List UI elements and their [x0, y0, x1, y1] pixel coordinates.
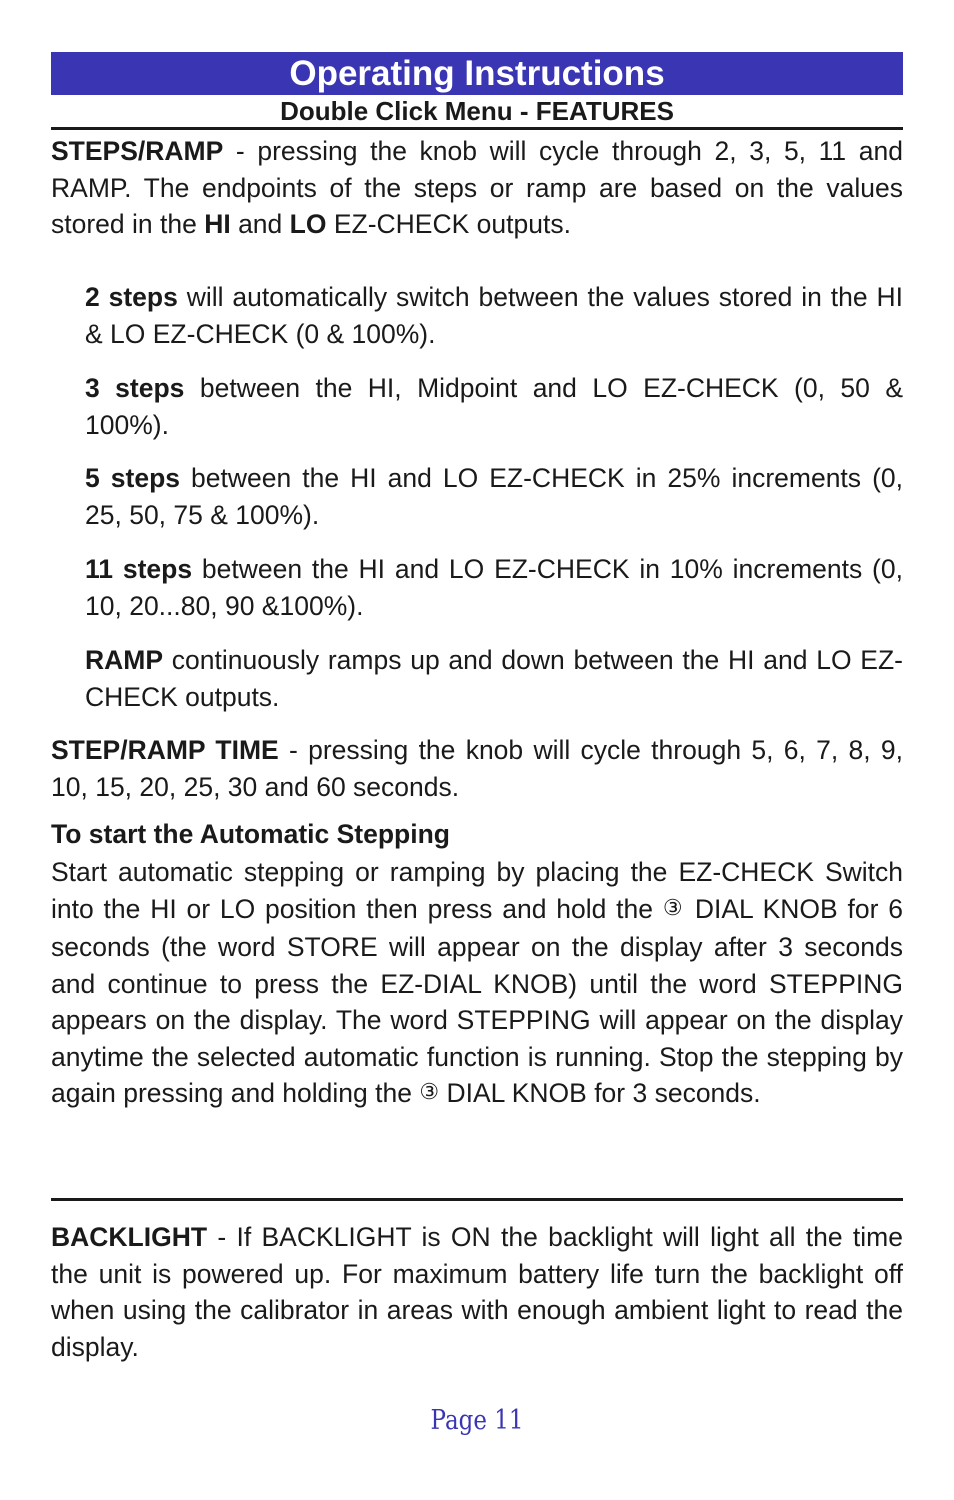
- backlight-label: BACKLIGHT: [51, 1222, 208, 1252]
- circled-three-icon: ③: [419, 1079, 440, 1104]
- step-ramp-time-paragraph: STEP/RAMP TIME - pressing the knob will cycle through 5, 6, 7, 8, 9, 10, 15, 20, 25, 30 and 60 seconds.: [51, 735, 903, 802]
- option-5-steps: 5 steps between the HI and LO EZ-CHECK in 25% increments (0, 25, 50, 75 & 100%).: [85, 463, 903, 530]
- steps-ramp-label: STEPS/RAMP: [51, 136, 224, 166]
- page-title: Operating Instructions: [51, 52, 903, 95]
- bottom-divider: [51, 1198, 903, 1201]
- steps-ramp-paragraph: STEPS/RAMP - pressing the knob will cycle through 2, 3, 5, 11 and RAMP. The endpoints of the steps or ramp are based on the values stored in the HI and LO EZ-CHECK outputs.: [51, 136, 903, 239]
- option-ramp: RAMP continuously ramps up and down between the HI and LO EZ-CHECK outputs.: [85, 645, 903, 712]
- step-ramp-time-label: STEP/RAMP TIME: [51, 735, 279, 765]
- auto-stepping-paragraph: Start automatic stepping or ramping by placing the EZ-CHECK Switch into the HI or LO position then press and hold the ③ DIAL KNOB for 6 seconds (the word STORE will appear on the display after 3 seconds and continue to press the EZ-DIAL KNOB) until the word STEPPING appears on the display. The word STEPPING will appear on the display anytime the selected automatic function is running. Stop the stepping by again pressing and holding the ③ DIAL KNOB for 3 seconds.: [51, 857, 903, 1108]
- auto-stepping-heading: To start the Automatic Stepping: [51, 819, 450, 849]
- option-11-steps: 11 steps between the HI and LO EZ-CHECK in 10% increments (0, 10, 20...80, 90 &100%).: [85, 554, 903, 621]
- circled-three-icon: ③: [662, 894, 686, 920]
- section-subtitle: Double Click Menu - FEATURES: [280, 96, 674, 126]
- backlight-paragraph: BACKLIGHT - If BACKLIGHT is ON the backlight will light all the time the unit is powered up. For maximum battery life turn the backlight off when using the calibrator in areas with enough ambient light to read the display.: [51, 1222, 903, 1362]
- page-number: Page 11: [430, 1405, 524, 1436]
- top-divider: [51, 127, 903, 130]
- option-3-steps: 3 steps between the HI, Midpoint and LO EZ-CHECK (0, 50 & 100%).: [85, 373, 904, 440]
- option-2-steps: 2 steps will automatically switch between the values stored in the HI & LO EZ-CHECK (0 & 100%).: [85, 282, 904, 349]
